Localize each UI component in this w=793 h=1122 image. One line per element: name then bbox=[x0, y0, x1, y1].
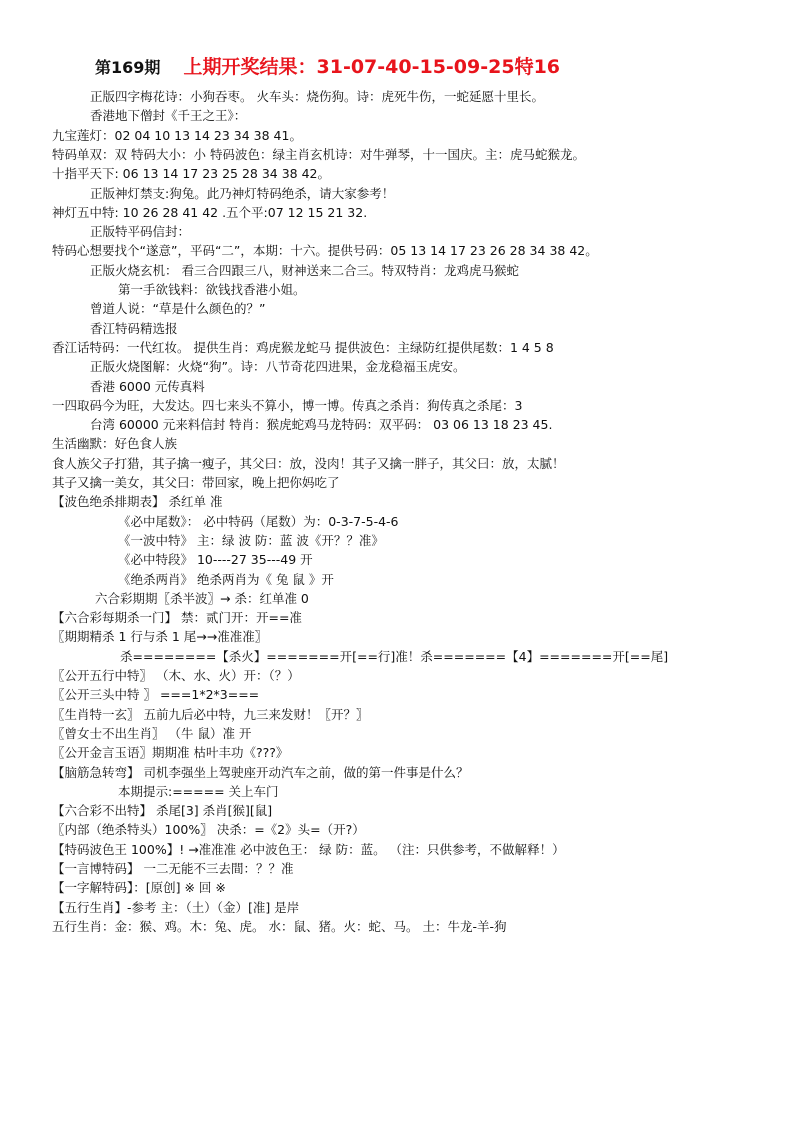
text-line: 食人族父子打猎，其子擒一瘦子，其父曰：放，没肉！其子又擒一胖子，其父曰：放，太腻！ bbox=[52, 455, 565, 471]
text-line: 香港 6000 元传真料 bbox=[90, 378, 205, 394]
text-line: 《绝杀两肖》 绝杀两肖为《 兔 鼠 》开 bbox=[118, 571, 334, 587]
text-line: 十指平天下: 06 13 14 17 23 25 28 34 38 42。 bbox=[52, 166, 331, 182]
text-line: 正版特平码信封： bbox=[90, 224, 191, 240]
text-line: 《必中尾数》： 必中特码（尾数）为：0-3-7-5-4-6 bbox=[118, 513, 399, 529]
text-line: 五行生肖：金：猴、鸡。木：兔、虎。 水：鼠、猪。火：蛇、马。 土：牛龙-羊-狗 bbox=[52, 918, 507, 934]
text-line: 正版火烧图解：火烧“狗”。诗：八节奇花四进果，金龙稳福玉虎安。 bbox=[90, 359, 466, 375]
text-line: 香江特码精选报 bbox=[90, 320, 178, 336]
text-line: 〖曾女士不出生肖〗 （牛 鼠）准 开 bbox=[52, 725, 252, 741]
text-line: 〖期期精杀 1 行与杀 1 尾→→准准准〗 bbox=[52, 629, 268, 645]
text-line: 九宝莲灯：02 04 10 13 14 23 34 38 41。 bbox=[52, 127, 302, 143]
text-line: 香江话特码：一代红妆。 提供生肖：鸡虎猴龙蛇马 提供波色：主绿防红提供尾数：1 4 5 8 bbox=[52, 339, 554, 355]
text-line: 香港地下僧封《千王之王》： bbox=[90, 108, 247, 124]
text-line: 〖公开三头中特 〗 ===1*2*3=== bbox=[52, 687, 260, 703]
issue-number: 第169期 bbox=[95, 58, 161, 77]
text-line: 曾道人说：“草是什么颜色的？” bbox=[90, 301, 266, 317]
text-line: 〖生肖特一玄〗 五前九后必中特，九三来发财！〖开？〗 bbox=[52, 706, 369, 722]
text-line: 特码单双：双 特码大小：小 特码波色：绿主肖玄机诗：对牛弹琴，十一国庆。主：虎马蛇猴龙。 bbox=[52, 146, 585, 162]
header bbox=[95, 52, 560, 84]
text-line: 【脑筋急转弯】 司机李强坐上驾驶座开动汽车之前，做的第一件事是什么？ bbox=[52, 764, 469, 780]
text-line: 【波色绝杀排期表】 杀红单 准 bbox=[52, 494, 223, 510]
text-line: 一四取码今为旺，大发达。四七来头不算小，博一博。传真之杀肖：狗传真之杀尾：3 bbox=[52, 397, 523, 413]
text-line: 特码心想要找个“遂意”，平码“二”，本期：十六。提供号码：05 13 14 17 23 26 28 34 38 42。 bbox=[52, 243, 598, 259]
text-line: 【一言博特码】 一二无能不三去間：？？准 bbox=[52, 861, 294, 876]
text-line: 《一波中特》 主：绿 波 防：蓝 波《开？？准》 bbox=[118, 532, 384, 548]
text-line: 〖内部（绝杀特头）100%〗 决杀：=《2》头=（开?） bbox=[52, 822, 365, 838]
text-line: 【六合彩不出特】 杀尾[3] 杀肖[猴][鼠] bbox=[52, 803, 273, 819]
text-line: 其子又擒一美女，其父曰：带回家，晚上把你妈吃了 bbox=[52, 475, 340, 490]
text-line: 【一字解特码】：[原创] ※ 回 ※ bbox=[52, 880, 226, 896]
text-line: 台湾 60000 元来料信封 特肖：猴虎蛇鸡马龙特码：双平码： 03 06 13 18 23 45. bbox=[90, 417, 553, 433]
text-line: 【特码波色王 100%】! →准准准 必中波色王： 绿 防：蓝。 （注：只供参考，不做解释！） bbox=[52, 841, 565, 857]
text-line: 六合彩期期〖杀半波〗→ 杀：红单准 0 bbox=[95, 590, 309, 606]
text-line: 【六合彩每期杀一门】 禁：贰门开：开==准 bbox=[52, 610, 302, 626]
text-line: 【五行生肖】-参考 主：（土）（金）[准] 是岸 bbox=[52, 899, 300, 915]
text-line: 〖公开金言玉语〗期期准 枯叶丰功《???》 bbox=[52, 745, 289, 761]
text-line: 正版四字梅花诗：小狗吞枣。 火车头：烧伤狗。诗：虎死牛伤，一蛇延愿十里长。 bbox=[90, 89, 544, 104]
text-line: 《必中特段》 10----27 35---49 开 bbox=[118, 552, 313, 568]
text-line: 杀========【杀火】=======开[==行]准！杀=======【4】=======开[==尾] bbox=[120, 648, 669, 664]
text-line: 正版火烧玄机： 看三合四跟三八，财神送来二合三。特双特肖：龙鸡虎马猴蛇 bbox=[90, 262, 519, 278]
text-line: 第一手欲钱料：欲钱找香港小姐。 bbox=[118, 282, 306, 297]
text-line: 本期提示:===== 关上车门 bbox=[118, 783, 279, 799]
text-line: 正版神灯禁支:狗兔。此乃神灯特码绝杀，请大家参考！ bbox=[90, 185, 395, 201]
last-draw-result: 上期开奖结果：31-07-40-15-09-25特16 bbox=[183, 56, 561, 78]
text-line: 神灯五中特: 10 26 28 41 42 .五个平:07 12 15 21 32. bbox=[52, 204, 368, 220]
text-line: 生活幽默：好色食人族 bbox=[52, 436, 178, 452]
text-line: 〖公开五行中特〗 （木、水、火）开：（？） bbox=[52, 668, 300, 683]
